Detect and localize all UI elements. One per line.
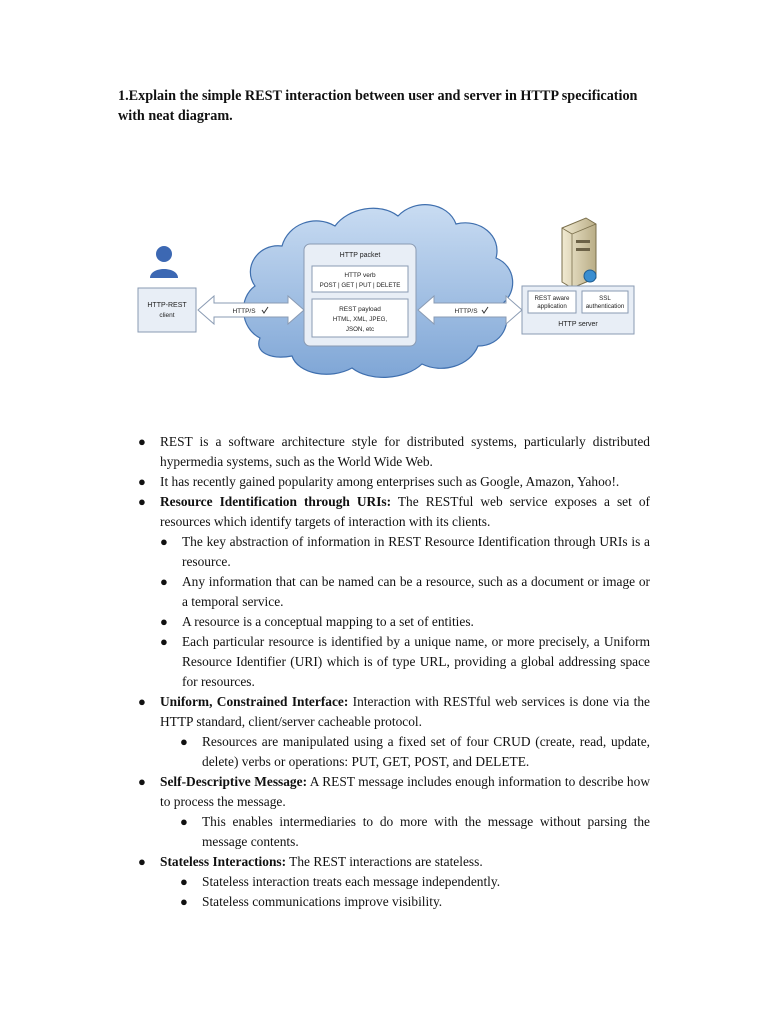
bullet-popularity: ● It has recently gained popularity among enterprises such as Google, Amazon, Yahoo!.: [138, 474, 620, 489]
sub-bullet: ● This enables intermediaries to do more with the message without parsing the message contents.: [180, 814, 650, 849]
sub-bullet: ● Stateless communications improve visibility.: [180, 894, 443, 909]
bullet-resource-identification: ● Resource Identification through URIs: The RESTful web service exposes a set of resources which identify targets of interaction with its clients.: [138, 494, 650, 529]
bullet-text: REST is a software architecture style for distributed systems, particularly distributed hypermedia systems, such as the World Wide Web.: [160, 434, 650, 469]
client-label-1: HTTP-REST: [147, 302, 187, 309]
server-label: HTTP server: [558, 321, 598, 328]
sub-bullet-text: Resources are manipulated using a fixed set of four CRUD (create, read, update, delete) verbs or operations: PUT, GET, POST, and DELETE.: [202, 734, 650, 769]
bullet-text: A REST message includes enough information to describe how to process the message.: [160, 774, 650, 809]
http-packet: [304, 244, 416, 346]
server-icon: [562, 218, 596, 288]
sub-bullet: ● The key abstraction of information in REST Resource Identification through URIs is a resource.: [160, 534, 650, 569]
verb-list: POST | GET | PUT | DELETE: [319, 282, 401, 289]
bullet-text: The RESTful web service exposes a set of resources which identify targets of interaction with its clients.: [160, 494, 650, 529]
payload-list-1: HTML, XML, JPEG,: [332, 316, 388, 323]
bullet-lead: Stateless Interactions:: [160, 854, 287, 869]
bullet-stateless: ● Stateless Interactions: The REST interactions are stateless.: [138, 854, 483, 869]
main-bullet-list: [138, 432, 650, 532]
sub-bullet-text: Stateless interaction treats each message independently.: [202, 874, 501, 889]
sub-bullet-text: This enables intermediaries to do more with the message without parsing the message contents.: [202, 814, 650, 849]
server-box: [522, 286, 634, 334]
sub-bullet-text: A resource is a conceptual mapping to a set of entities.: [182, 614, 474, 629]
main-bullet-list-4: [138, 852, 650, 872]
self-descriptive-sub-list: [180, 812, 650, 852]
stateless-sub-list: [180, 872, 650, 912]
main-bullet-list-3: [138, 772, 650, 812]
verb-title: HTTP verb: [344, 272, 376, 279]
bullet-content: [138, 432, 650, 912]
sub-bullet: ● A resource is a conceptual mapping to a set of entities.: [160, 614, 474, 629]
sub-bullet: ● Stateless interaction treats each message independently.: [180, 874, 501, 889]
left-arrow-label: HTTP/S: [232, 308, 256, 315]
sub-bullet-text: The key abstraction of information in REST Resource Identification through URIs is a resource.: [182, 534, 650, 569]
payload-list-2: JSON, etc: [345, 326, 375, 333]
main-bullet-list-2: [138, 692, 650, 732]
right-arrow-label: HTTP/S: [454, 308, 478, 315]
bullet-lead: Uniform, Constrained Interface:: [160, 694, 349, 709]
bullet-self-descriptive: ● Self-Descriptive Message: A REST message includes enough information to describe how to process the message.: [138, 774, 650, 809]
sub-bullet-text: Each particular resource is identified by a unique name, or more precisely, a Uniform Resource Identifier (URI) which is of type URL, providing a global addressing space for resources.: [182, 634, 650, 689]
sub-bullet-text: Any information that can be named can be a resource, such as a document or image or a temporal service.: [182, 574, 650, 609]
server-box2-line2: authentication: [585, 303, 625, 310]
bullet-text: It has recently gained popularity among enterprises such as Google, Amazon, Yahoo!.: [160, 474, 620, 489]
resource-sub-list: [160, 532, 650, 692]
payload-title: REST payload: [339, 306, 381, 313]
bullet-lead: Resource Identification through URIs:: [160, 494, 392, 509]
uniform-sub-list: [180, 732, 650, 772]
question-heading: 1.Explain the simple REST interaction between user and server in HTTP specification with neat diagram.: [118, 88, 638, 124]
sub-bullet: ● Each particular resource is identified by a unique name, or more precisely, a Uniform Resource Identifier (URI) which is of type URL, providing a global addressing space for resources.: [160, 634, 650, 689]
client-box: [138, 288, 196, 332]
rest-interaction-diagram: [130, 188, 640, 398]
sub-bullet: ● Any information that can be named can be a resource, such as a document or image or a temporal service.: [160, 574, 650, 609]
user-icon: [150, 246, 178, 278]
client-label-2: client: [159, 312, 175, 319]
server-box2-line1: SSL: [599, 295, 611, 302]
bullet-uniform-interface: ● Uniform, Constrained Interface: Interaction with RESTful web services is done via the HTTP standard, client/server cacheable protocol.: [138, 694, 650, 729]
bullet-rest-definition: ● REST is a software architecture style for distributed systems, particularly distributed hypermedia systems, such as the World Wide Web.: [138, 434, 650, 469]
packet-title: HTTP packet: [339, 252, 381, 259]
sub-bullet-text: Stateless communications improve visibility.: [202, 894, 443, 909]
bullet-text: Interaction with RESTful web services is done via the HTTP standard, client/server cacheable protocol.: [160, 694, 650, 729]
sub-bullet: ● Resources are manipulated using a fixed set of four CRUD (create, read, update, delete) verbs or operations: PUT, GET, POST, and DELETE.: [180, 734, 650, 769]
bullet-lead: Self-Descriptive Message:: [160, 774, 308, 789]
server-box1-line1: REST aware: [534, 295, 570, 302]
bullet-text: The REST interactions are stateless.: [286, 854, 483, 869]
server-box1-line2: application: [537, 303, 567, 310]
